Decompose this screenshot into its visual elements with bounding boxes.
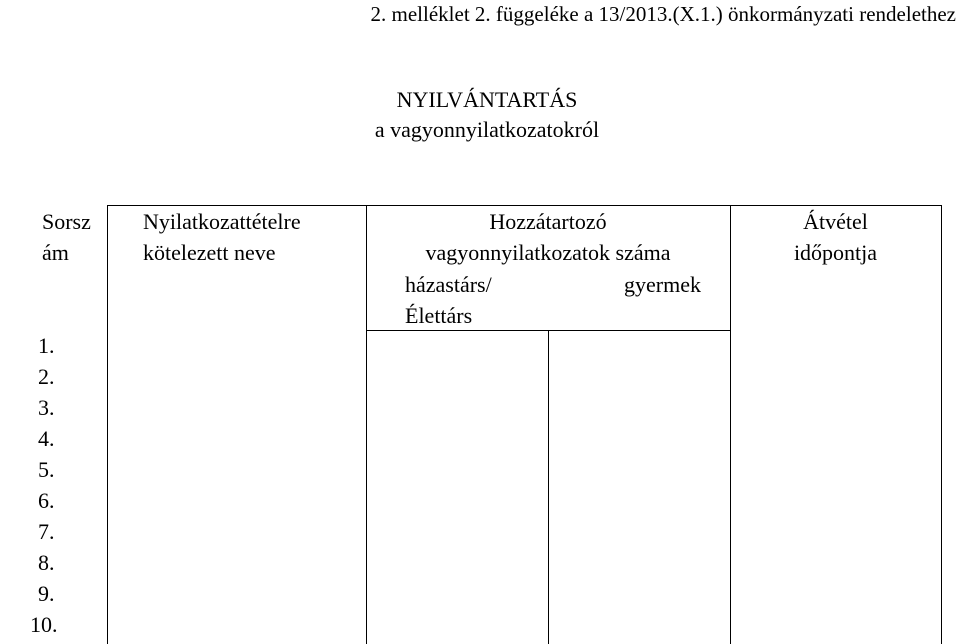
row-number: 10. [30, 612, 58, 637]
row-number: 9. [38, 581, 55, 606]
header-related-line2: vagyonnyilatkozatok száma [425, 240, 671, 265]
row-number: 6. [38, 488, 55, 513]
subheader-spouse-line2: Élettárs [405, 303, 473, 328]
document-subtitle: a vagyonnyilatkozatokról [374, 117, 600, 142]
register-table [0, 205, 960, 644]
header-related-line1: Hozzátartozó [489, 209, 607, 234]
column-divider-serial [107, 205, 108, 644]
row-number: 1. [38, 333, 55, 358]
row-number: 3. [38, 395, 55, 420]
subheader-child: gyermek [624, 272, 701, 297]
column-divider-name [366, 205, 367, 644]
table-right-border [941, 205, 942, 644]
header-serial-line2: ám [42, 240, 69, 265]
row-number: 8. [38, 550, 55, 575]
subheader-spouse-line1: házastárs/ [405, 272, 492, 297]
header-receipt-line2: időpontja [793, 240, 878, 265]
document-title: NYILVÁNTARTÁS [396, 87, 578, 112]
row-number: 7. [38, 519, 55, 544]
header-name-line1: Nyilatkozattételre [143, 209, 301, 234]
header-name-line2: kötelezett neve [143, 240, 276, 265]
annex-reference: 2. melléklet 2. függeléke a 13/2013.(X.1.) önkormányzati rendelethez [370, 2, 956, 26]
header-serial-line1: Sorsz [42, 209, 91, 234]
row-number: 5. [38, 457, 55, 482]
column-divider-spouse-child [548, 330, 549, 644]
header-receipt-line1: Átvétel [803, 209, 868, 234]
table-top-border [107, 205, 942, 206]
row-number: 4. [38, 426, 55, 451]
row-number: 2. [38, 364, 55, 389]
column-divider-receipt [730, 205, 731, 644]
